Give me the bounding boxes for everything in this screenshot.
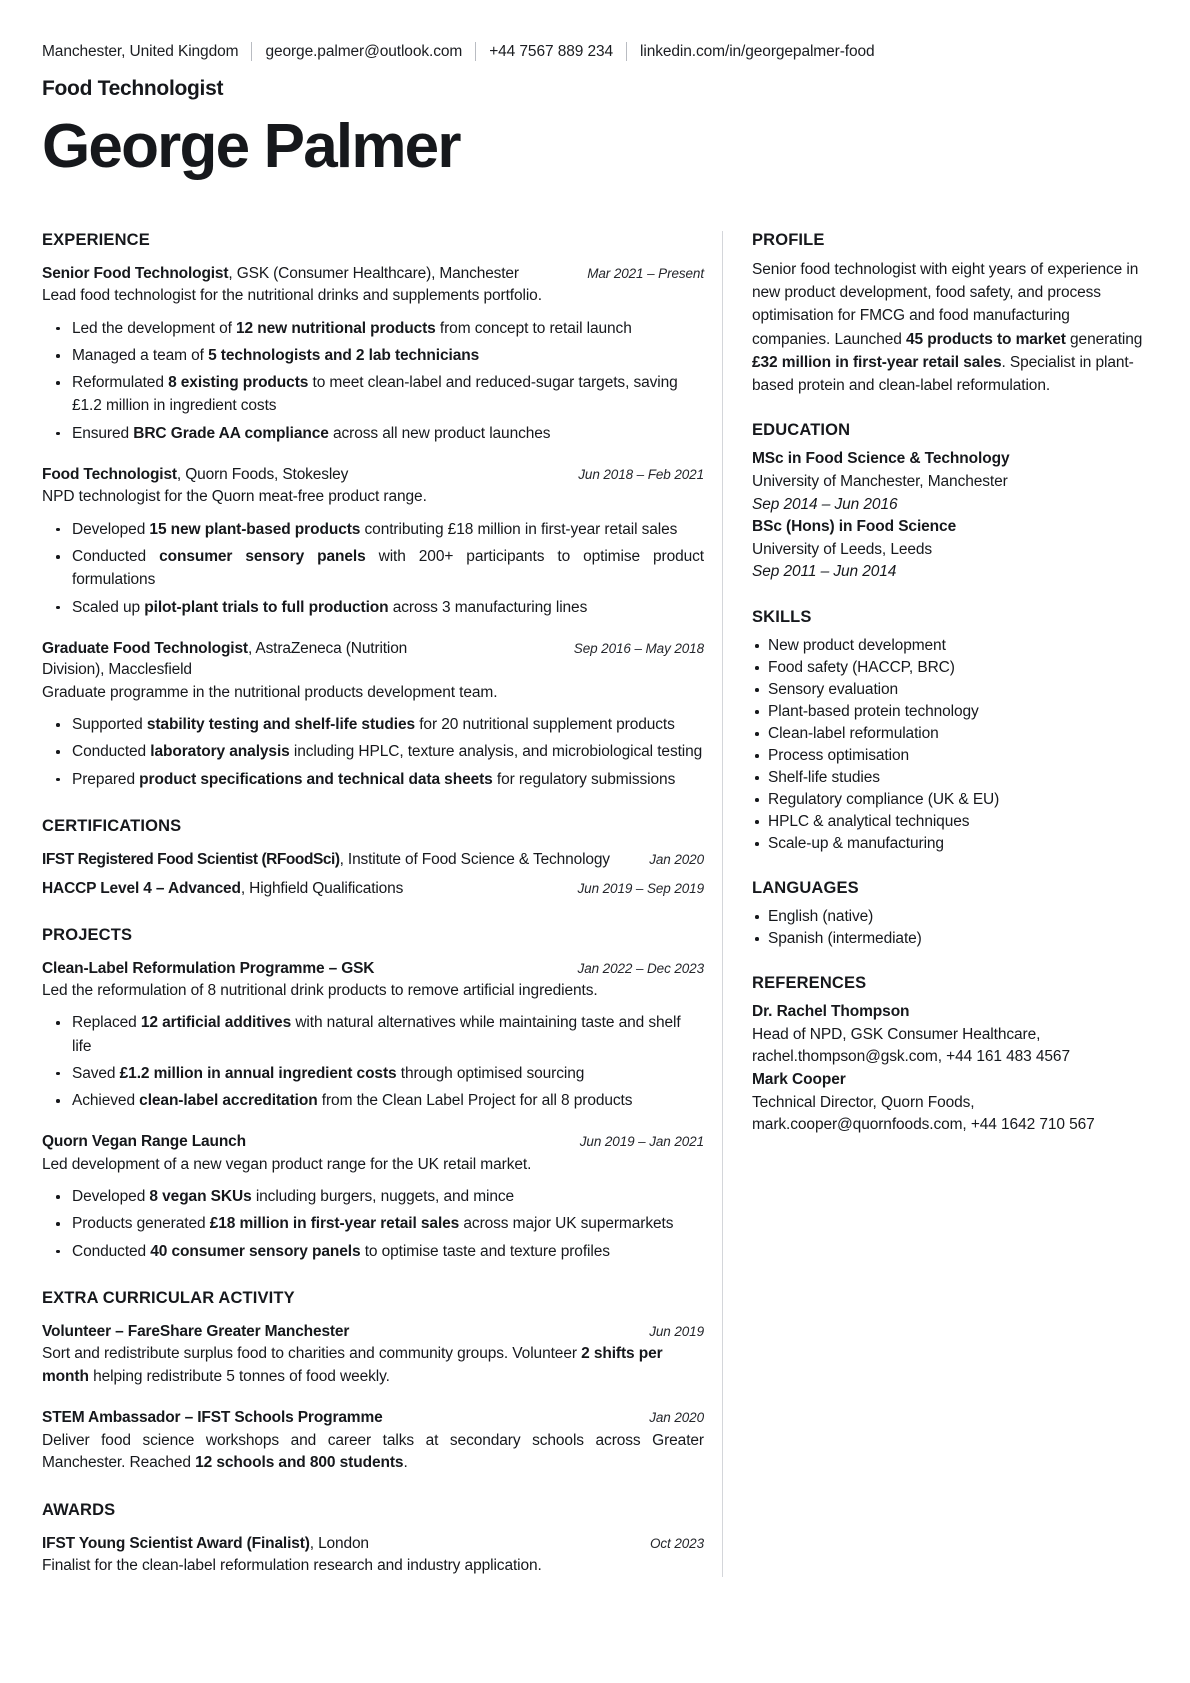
bullet-item xyxy=(42,596,704,619)
bullet-pre: Developed xyxy=(72,1188,150,1206)
entry-header xyxy=(42,958,704,979)
education-institution: University of Leeds, Leeds xyxy=(752,540,933,558)
entry-bullets xyxy=(42,713,704,791)
section-heading-languages: LANGUAGES xyxy=(752,879,859,898)
skill-item: Process optimisation xyxy=(752,745,1144,767)
entry-date: Jun 2018 – Feb 2021 xyxy=(578,466,704,482)
summary-pre: Deliver food science workshops and career talks at secondary schools across Greater Manchester. Reached xyxy=(42,1431,704,1472)
entry-header xyxy=(42,1321,704,1342)
profile-text-2: generating xyxy=(1065,330,1143,348)
summary-post: helping redistribute 5 tonnes of food weekly. xyxy=(88,1367,390,1385)
bullet-post: from the Clean Label Project for all 8 products xyxy=(317,1092,633,1110)
entry-bullets xyxy=(42,1011,704,1112)
section-awards xyxy=(42,1501,704,1578)
bullet-bold: 5 technologists and 2 lab technicians xyxy=(208,346,480,364)
bullet-pre: Conducted xyxy=(72,548,160,566)
bullet-item xyxy=(42,1212,704,1235)
experience-entry xyxy=(42,464,704,619)
section-heading-extra-curricular: EXTRA CURRICULAR ACTIVITY xyxy=(42,1288,295,1307)
section-certifications xyxy=(42,817,704,900)
bullet-item xyxy=(42,1062,704,1085)
skill-item: Food safety (HACCP, BRC) xyxy=(752,657,1144,679)
contact-separator xyxy=(626,42,627,61)
bullet-item xyxy=(42,545,704,592)
certification-issuer: , Highfield Qualifications xyxy=(240,880,404,898)
reference-detail: Technical Director, Quorn Foods, mark.cooper@quornfoods.com, +44 1642 710 567 xyxy=(752,1093,1095,1134)
entry-summary xyxy=(42,1430,704,1475)
bullet-item xyxy=(42,344,704,367)
profile-text xyxy=(752,258,1144,398)
section-profile xyxy=(752,231,1144,398)
entry-summary: Lead food technologist for the nutritional drinks and supplements portfolio. xyxy=(42,287,542,305)
project-name: Clean-Label Reformulation Programme – GSK xyxy=(42,959,375,977)
education-dates: Sep 2014 – Jun 2016 xyxy=(752,495,898,513)
entry-header xyxy=(42,1533,704,1554)
bullet-item xyxy=(42,740,704,763)
activity-entry xyxy=(42,1321,704,1388)
entry-title xyxy=(42,638,472,681)
entry-title xyxy=(42,1321,635,1342)
bullet-pre: Developed xyxy=(72,520,150,538)
education-degree: MSc in Food Science & Technology xyxy=(752,450,1010,468)
section-heading-skills: SKILLS xyxy=(752,608,812,627)
summary-bold: 2 shifts per month xyxy=(42,1345,663,1385)
bullet-bold: 15 new plant-based products xyxy=(149,520,361,538)
experience-entry xyxy=(42,638,704,791)
bullet-bold: 40 consumer sensory panels xyxy=(150,1242,361,1260)
bullet-post: with 200+ participants to optimise product formulations xyxy=(72,548,705,589)
bullet-pre: Products generated xyxy=(72,1215,210,1233)
bullet-pre: Conducted xyxy=(72,743,151,761)
contact-linkedin[interactable]: linkedin.com/in/georgepalmer-food xyxy=(640,42,875,60)
entry-date: Jun 2019 xyxy=(649,1323,704,1339)
section-skills xyxy=(752,608,1144,855)
bullet-pre: Achieved xyxy=(72,1092,140,1110)
project-name: Quorn Vegan Range Launch xyxy=(42,1133,246,1151)
bullet-bold: stability testing and shelf-life studies xyxy=(146,716,416,734)
skill-item: Shelf-life studies xyxy=(752,767,1144,789)
entry-date: Jan 2020 xyxy=(649,1410,704,1426)
entry-date: Jan 2020 xyxy=(649,851,704,867)
bullet-pre: Led the development of xyxy=(72,319,237,337)
reference-name: Mark Cooper xyxy=(752,1070,846,1088)
bullet-item xyxy=(42,317,704,340)
entry-role: Senior Food Technologist xyxy=(42,264,229,282)
sidebar-column xyxy=(723,231,1144,1578)
section-references xyxy=(752,974,1144,1137)
language-item: English (native) xyxy=(752,906,1144,928)
bullet-bold: consumer sensory panels xyxy=(159,548,366,566)
section-heading-education: EDUCATION xyxy=(752,421,851,440)
entry-title xyxy=(42,878,564,899)
bullet-post: including HPLC, texture analysis, and microbiological testing xyxy=(289,743,703,761)
entry-role: Graduate Food Technologist xyxy=(42,639,248,657)
bullet-bold: 12 artificial additives xyxy=(140,1014,292,1032)
contact-separator xyxy=(251,42,252,61)
entry-header xyxy=(42,1131,704,1152)
skill-item: HPLC & analytical techniques xyxy=(752,811,1144,833)
bullet-post: contributing £18 million in first-year retail sales xyxy=(360,520,678,538)
activity-entry xyxy=(42,1407,704,1474)
page-title: George Palmer xyxy=(42,112,460,181)
certification-issuer: , Institute of Food Science & Technology xyxy=(339,850,610,868)
entry-title xyxy=(42,958,564,979)
bullet-bold: 8 vegan SKUs xyxy=(149,1188,252,1206)
entry-title xyxy=(42,263,573,284)
entry-title xyxy=(42,1533,636,1554)
certification-entry xyxy=(42,849,704,870)
bullet-bold: 8 existing products xyxy=(168,374,309,392)
entry-company: , AstraZeneca (Nutrition Division), Macclesfield xyxy=(42,639,408,679)
bullet-bold: product specifications and technical data sheets xyxy=(139,770,493,788)
bullet-post: across major UK supermarkets xyxy=(459,1215,674,1233)
bullet-pre: Supported xyxy=(72,716,147,734)
language-item: Spanish (intermediate) xyxy=(752,928,1144,950)
languages-list xyxy=(752,906,1144,950)
entry-bullets xyxy=(42,518,704,619)
reference-name: Dr. Rachel Thompson xyxy=(752,1003,910,1021)
entry-date: Jun 2019 – Sep 2019 xyxy=(577,881,704,897)
entry-header xyxy=(42,464,704,485)
entry-date: Jan 2022 – Dec 2023 xyxy=(577,960,704,976)
bullet-bold: clean-label accreditation xyxy=(139,1092,318,1110)
section-languages xyxy=(752,879,1144,950)
bullet-pre: Conducted xyxy=(72,1242,151,1260)
section-heading-projects: PROJECTS xyxy=(42,925,133,944)
skill-item: Regulatory compliance (UK & EU) xyxy=(752,789,1144,811)
certification-name: HACCP Level 4 – Advanced xyxy=(42,880,241,898)
entry-title xyxy=(42,1131,566,1152)
section-heading-profile: PROFILE xyxy=(752,230,825,249)
education-institution: University of Manchester, Manchester xyxy=(752,472,1008,490)
entry-header xyxy=(42,878,704,899)
entry-bullets xyxy=(42,1185,704,1263)
bullet-post: with natural alternatives while maintaining taste and shelf life xyxy=(72,1014,681,1055)
project-entry xyxy=(42,1131,704,1263)
entry-role: Food Technologist xyxy=(42,465,177,483)
section-heading-certifications: CERTIFICATIONS xyxy=(42,816,182,835)
education-entry xyxy=(752,448,1144,516)
bullet-item xyxy=(42,1185,704,1208)
main-column xyxy=(42,231,712,1578)
entry-header xyxy=(42,849,704,870)
reference-entry xyxy=(752,1001,1144,1069)
bullet-bold: BRC Grade AA compliance xyxy=(133,424,329,442)
bullet-post: to optimise taste and texture profiles xyxy=(360,1242,610,1260)
experience-entry xyxy=(42,263,704,445)
bullet-post: across all new product launches xyxy=(328,424,551,442)
entry-bullets xyxy=(42,317,704,445)
activity-name: STEM Ambassador – IFST Schools Programme xyxy=(42,1409,383,1427)
bullet-item xyxy=(42,1240,704,1263)
entry-title xyxy=(42,849,635,870)
bullet-pre: Saved xyxy=(72,1064,120,1082)
entry-summary: NPD technologist for the Quorn meat-free product range. xyxy=(42,488,427,506)
section-heading-awards: AWARDS xyxy=(42,1500,116,1519)
summary-pre: Sort and redistribute surplus food to charities and community groups. Volunteer xyxy=(42,1345,582,1363)
award-entry xyxy=(42,1533,704,1578)
bullet-item xyxy=(42,518,704,541)
entry-date: Mar 2021 – Present xyxy=(587,265,704,281)
award-location: , London xyxy=(309,1534,369,1552)
bullet-bold: £1.2 million in annual ingredient costs xyxy=(119,1064,397,1082)
entry-company: , GSK (Consumer Healthcare), Manchester xyxy=(228,264,519,282)
section-heading-references: REFERENCES xyxy=(752,974,867,993)
entry-summary xyxy=(42,1343,704,1388)
certification-entry xyxy=(42,878,704,899)
profile-text-3: . Specialist in plant-based protein and clean-label reformulation. xyxy=(752,353,1134,395)
section-education xyxy=(752,421,1144,584)
bullet-post: for 20 nutritional supplement products xyxy=(415,716,675,734)
summary-post: . xyxy=(403,1454,408,1472)
entry-date: Oct 2023 xyxy=(650,1535,704,1551)
job-role-title: Food Technologist xyxy=(42,77,224,100)
entry-company: , Quorn Foods, Stokesley xyxy=(176,465,349,483)
education-entry xyxy=(752,516,1144,584)
skill-item: Clean-label reformulation xyxy=(752,723,1144,745)
award-name: IFST Young Scientist Award (Finalist) xyxy=(42,1534,310,1552)
bullet-post: from concept to retail launch xyxy=(435,319,632,337)
project-entry xyxy=(42,958,704,1113)
section-extra-curricular xyxy=(42,1289,704,1475)
contact-separator xyxy=(475,42,476,61)
entry-summary: Led the reformulation of 8 nutritional drink products to remove artificial ingredients. xyxy=(42,981,598,999)
bullet-item xyxy=(42,422,704,445)
section-heading-experience: EXPERIENCE xyxy=(42,230,150,249)
skills-list xyxy=(752,635,1144,855)
skill-item: Scale-up & manufacturing xyxy=(752,833,1144,855)
contact-location: Manchester, United Kingdom xyxy=(42,42,239,60)
bullet-pre: Replaced xyxy=(72,1014,141,1032)
content-columns xyxy=(42,231,1144,1578)
bullet-pre: Scaled up xyxy=(72,598,145,616)
bullet-item xyxy=(42,1011,704,1058)
reference-entry xyxy=(752,1069,1144,1137)
entry-title xyxy=(42,464,564,485)
contact-phone[interactable]: +44 7567 889 234 xyxy=(489,42,614,60)
bullet-pre: Prepared xyxy=(72,770,140,788)
bullet-bold: 12 new nutritional products xyxy=(236,319,436,337)
bullet-item xyxy=(42,713,704,736)
profile-bold-1: 45 products to market xyxy=(905,330,1066,348)
entry-header xyxy=(42,1407,704,1428)
bullet-post: including burgers, nuggets, and mince xyxy=(251,1188,515,1206)
section-experience xyxy=(42,231,704,791)
skill-item: Plant-based protein technology xyxy=(752,701,1144,723)
bullet-post: for regulatory submissions xyxy=(492,770,676,788)
entry-header xyxy=(42,638,704,681)
profile-text-1: Senior food technologist with eight years of experience in new product development, food safety, and process optimisation for FMCG and food manufacturing companies. Launched xyxy=(752,260,1139,348)
bullet-bold: £18 million in first-year retail sales xyxy=(209,1215,460,1233)
education-dates: Sep 2011 – Jun 2014 xyxy=(752,563,897,581)
entry-date: Jun 2019 – Jan 2021 xyxy=(579,1134,704,1150)
activity-name: Volunteer – FareShare Greater Manchester xyxy=(42,1322,350,1340)
bullet-post: to meet clean-label and reduced-sugar targets, saving £1.2 million in ingredient costs xyxy=(72,374,678,415)
entry-title xyxy=(42,1407,635,1428)
contact-email[interactable]: george.palmer@outlook.com xyxy=(265,42,463,60)
skill-item: Sensory evaluation xyxy=(752,679,1144,701)
summary-bold: 12 schools and 800 students xyxy=(195,1454,404,1472)
bullet-post: through optimised sourcing xyxy=(396,1064,585,1082)
profile-bold-2: £32 million in first-year retail sales xyxy=(752,353,1002,371)
bullet-bold: laboratory analysis xyxy=(150,743,290,761)
bullet-item xyxy=(42,768,704,791)
certification-name: IFST Registered Food Scientist (RFoodSci) xyxy=(42,850,340,868)
entry-date: Sep 2016 – May 2018 xyxy=(573,640,704,656)
section-projects xyxy=(42,926,704,1263)
entry-summary: Finalist for the clean-label reformulation research and industry application. xyxy=(42,1556,542,1574)
reference-detail: Head of NPD, GSK Consumer Healthcare, rachel.thompson@gsk.com, +44 161 483 4567 xyxy=(752,1025,1070,1066)
skill-item: New product development xyxy=(752,635,1144,657)
entry-summary: Graduate programme in the nutritional products development team. xyxy=(42,683,498,701)
contact-line xyxy=(42,42,1144,61)
education-degree: BSc (Hons) in Food Science xyxy=(752,518,957,536)
bullet-post: across 3 manufacturing lines xyxy=(388,598,588,616)
bullet-pre: Ensured xyxy=(72,424,134,442)
bullet-pre: Managed a team of xyxy=(72,346,209,364)
bullet-item xyxy=(42,371,704,418)
bullet-bold: pilot-plant trials to full production xyxy=(144,598,389,616)
entry-summary: Led development of a new vegan product range for the UK retail market. xyxy=(42,1155,532,1173)
bullet-pre: Reformulated xyxy=(72,374,169,392)
bullet-item xyxy=(42,1089,704,1112)
entry-header xyxy=(42,263,704,284)
